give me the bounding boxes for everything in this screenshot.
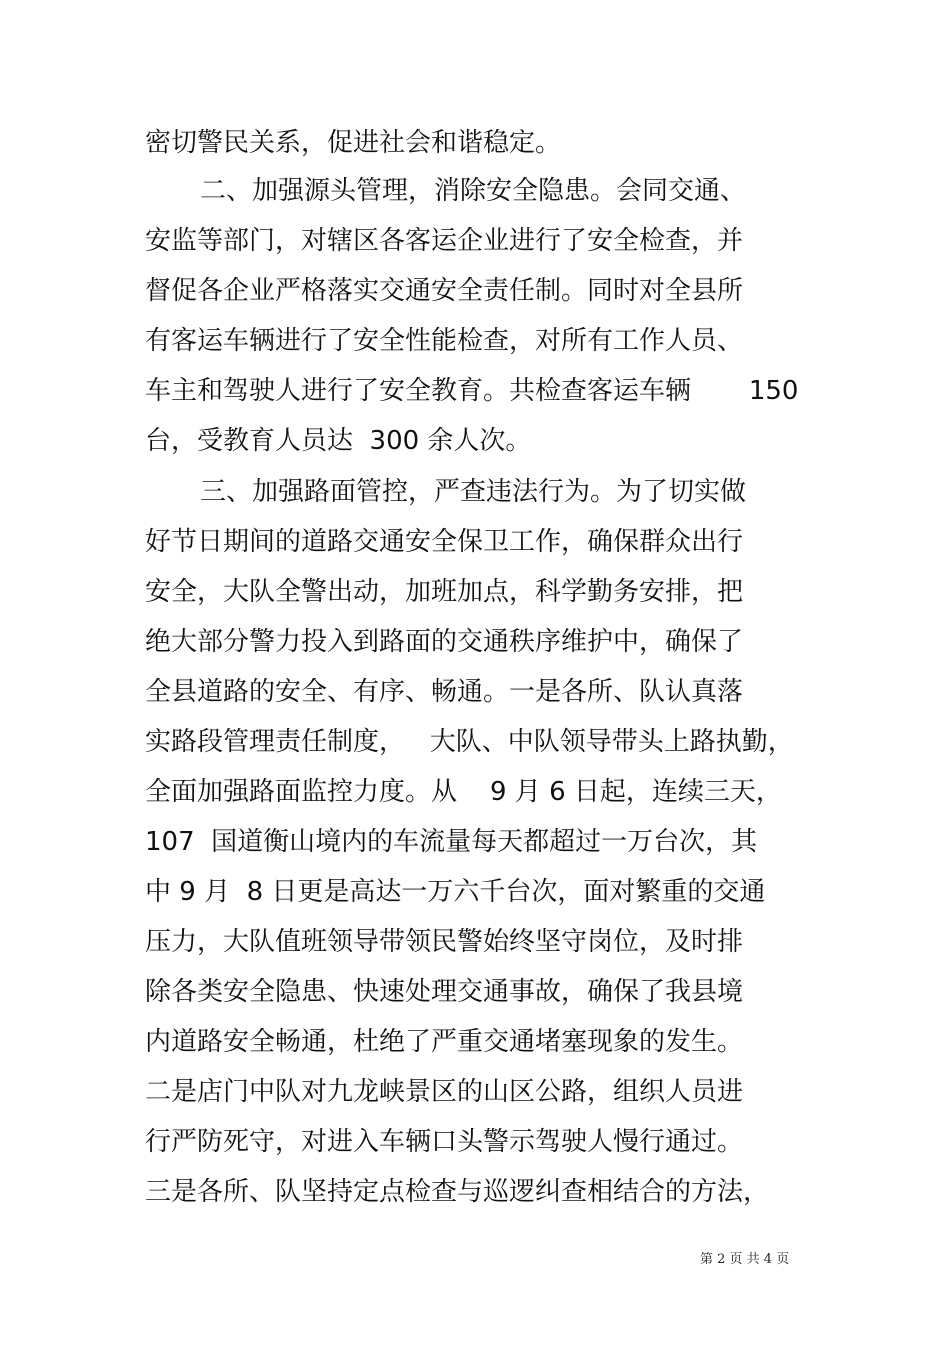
text-line-1: 密切警民关系，促进社会和谐稳定。	[145, 128, 562, 158]
text-line-13: 实路段管理责任制度， 大队、中队领导带头上路执勤，	[145, 727, 794, 757]
text-line-11: 绝大部分警力投入到路面的交通秩序维护中，确保了	[145, 627, 744, 657]
text-line-16: 中 9 月 8 日更是高达一万六千台次，面对繁重的交通	[145, 877, 766, 907]
text-line-15: 107 国道衡山境内的车流量每天都超过一万台次，其	[145, 827, 758, 857]
text-line-22: 三是各所、队坚持定点检查与巡逻纠查相结合的方法，	[145, 1177, 770, 1207]
text-line-20: 二是店门中队对九龙峡景区的山区公路，组织人员进	[145, 1077, 744, 1107]
text-line-19: 内道路安全畅通，杜绝了严重交通堵塞现象的发生。	[145, 1027, 744, 1057]
text-line-8: 三、加强路面管控，严查违法行为。为了切实做	[200, 477, 747, 507]
page-number-footer: 第 2 页 共 4 页	[700, 1252, 790, 1267]
text-line-9: 好节日期间的道路交通安全保卫工作，确保群众出行	[145, 527, 744, 557]
text-line-6: 车主和驾驶人进行了安全教育。共检查客运车辆 150	[145, 376, 799, 406]
text-line-21: 行严防死守，对进入车辆口头警示驾驶人慢行通过。	[145, 1127, 744, 1157]
text-line-10: 安全，大队全警出动，加班加点，科学勤务安排，把	[145, 577, 744, 607]
text-line-18: 除各类安全隐患、快速处理交通事故，确保了我县境	[145, 977, 744, 1007]
text-line-14: 全面加强路面监控力度。从 9 月 6 日起，连续三天，	[145, 777, 782, 807]
text-line-12: 全县道路的安全、有序、畅通。一是各所、队认真落	[145, 677, 744, 707]
text-line-7: 台，受教育人员达 300 余人次。	[145, 426, 532, 456]
text-line-2: 二、加强源头管理，消除安全隐患。会同交通、	[200, 176, 747, 206]
text-line-17: 压力，大队值班领导带领民警始终坚守岗位，及时排	[145, 927, 744, 957]
text-line-5: 有客运车辆进行了安全性能检查，对所有工作人员、	[145, 326, 744, 356]
text-line-3: 安监等部门，对辖区各客运企业进行了安全检查，并	[145, 226, 744, 256]
text-line-4: 督促各企业严格落实交通安全责任制。同时对全县所	[145, 276, 744, 306]
